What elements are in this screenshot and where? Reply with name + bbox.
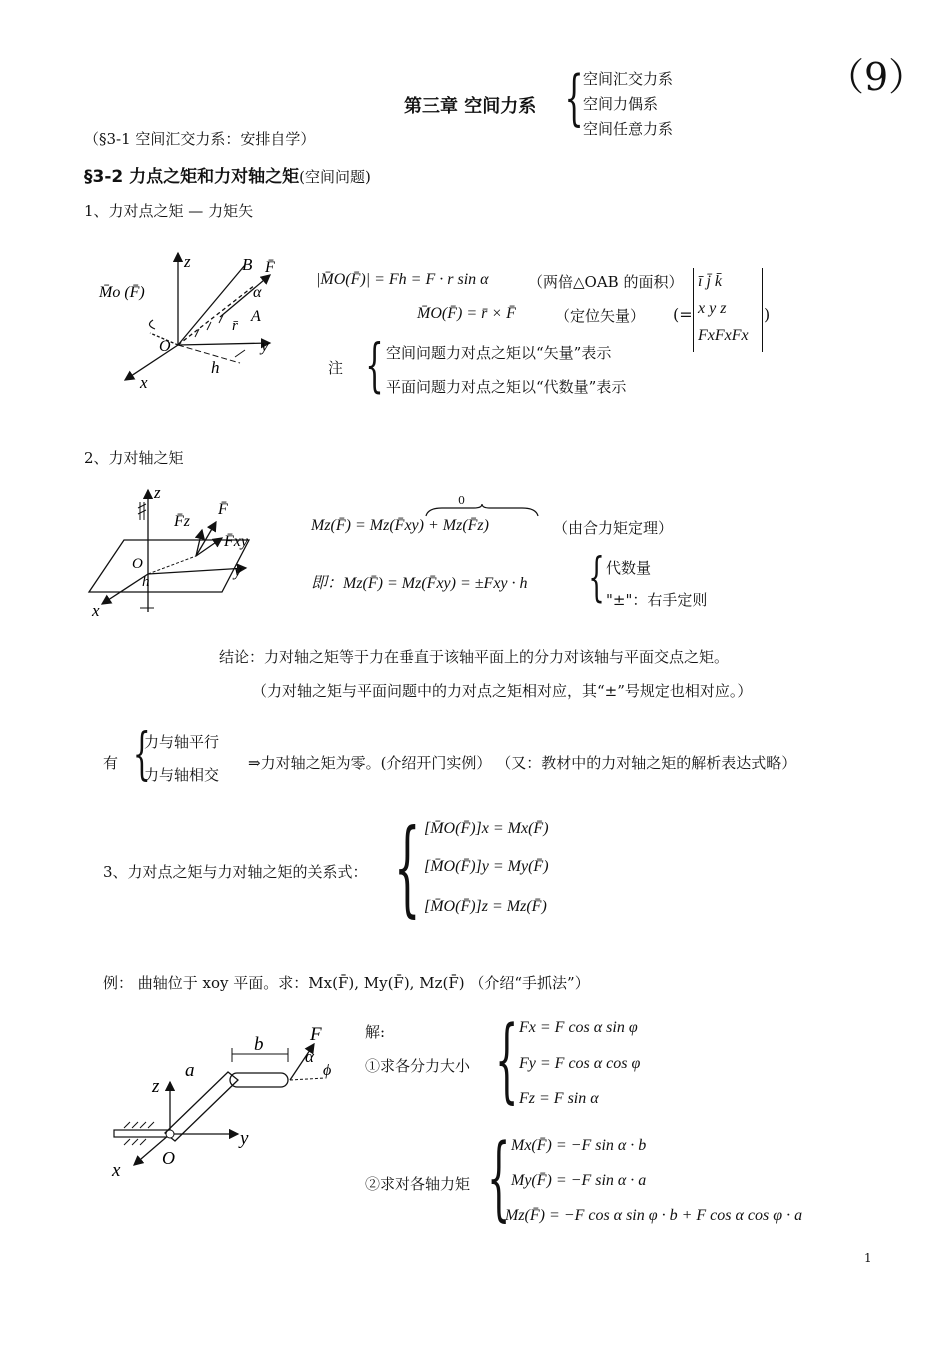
relation-row-x: [M̄O(F̄)]x = Mx(F̄) xyxy=(424,820,549,837)
part1-heading: 1、力对点之矩 — 力矩矢 xyxy=(84,202,254,220)
part2-heading: 2、力对轴之矩 xyxy=(84,449,184,467)
determinant-matrix xyxy=(693,268,763,352)
step2-row: Mz(F̄) = −F cos α sin φ · b + F cos α cos φ · a xyxy=(505,1207,803,1224)
axis-moment-note: （由合力矩定理） xyxy=(553,519,674,537)
relation-row-z: [M̄O(F̄)]z = Mz(F̄) xyxy=(424,898,547,915)
fig1-label-x: x xyxy=(140,373,148,392)
matrix-row: ī j̄ k̄ xyxy=(698,273,722,290)
fig3-label-a: a xyxy=(185,1060,195,1081)
chapter-title: 第三章 空间力系 xyxy=(404,96,537,117)
chapter-item: 空间力偶系 xyxy=(583,95,659,113)
fig1-label-a: A xyxy=(251,308,261,325)
chapter-item: 空间任意力系 xyxy=(583,120,674,138)
fig2-label-o: O xyxy=(132,556,143,572)
fig2-label-f: F̄ xyxy=(218,501,228,518)
fig1-label-o: O xyxy=(159,338,171,355)
moment-vector-figure xyxy=(95,245,295,395)
moment-vector-formula: M̄O(F̄) = r̄ × F̄ xyxy=(417,305,516,322)
fig1-label-mo: M̄o (F̄) xyxy=(99,284,145,301)
fig3-label-o: O xyxy=(162,1148,175,1168)
section-32-suffix: (空间问题) xyxy=(299,168,371,186)
page-badge: （9） xyxy=(826,55,927,99)
fig2-label-h: h xyxy=(142,574,150,590)
matrix-prefix: (= xyxy=(673,305,693,324)
result-item: "±"：右手定则 xyxy=(606,591,708,609)
matrix-row: x y z xyxy=(698,300,727,317)
fig3-label-x: x xyxy=(112,1160,121,1181)
has-label: 有 xyxy=(103,754,119,772)
fig3-label-alpha: α xyxy=(305,1047,314,1066)
has-item: 力与轴相交 xyxy=(144,766,220,784)
matrix-suffix: ) xyxy=(764,305,771,324)
chapter-item: 空间汇交力系 xyxy=(583,70,674,88)
section-32-title: §3-2 力点之矩和力对轴之矩 xyxy=(84,167,300,187)
step1-row: Fx = F cos α sin φ xyxy=(519,1019,638,1036)
fig1-label-h: h xyxy=(211,358,220,377)
example-text: 例： 曲轴位于 xoy 平面。求：Mx(F̄), My(F̄), Mz(F̄) （介绍“手抓法”） xyxy=(103,974,590,992)
fig2-label-fxy: F̄xy xyxy=(224,533,248,550)
crankshaft-figure xyxy=(110,1020,360,1190)
solution-label: 解: xyxy=(365,1023,386,1041)
note-brace: { xyxy=(365,331,384,399)
note-item: 空间问题力对点之矩以“矢量”表示 xyxy=(386,344,612,362)
note-label: 注 xyxy=(328,359,344,377)
fig2-label-x: x xyxy=(92,601,100,620)
has-item: 力与轴平行 xyxy=(144,733,220,751)
fig3-label-y: y xyxy=(240,1128,249,1149)
step1-brace: { xyxy=(495,1006,519,1113)
fig2-label-y: y xyxy=(234,561,242,580)
step1-row: Fy = F cos α cos φ xyxy=(519,1055,641,1072)
has-result: ⇒力对轴之矩为零。(介绍开门实例） （又：教材中的力对轴之矩的解析表达式略） xyxy=(248,754,797,772)
fig1-label-alpha: α xyxy=(253,284,262,301)
step1-row: Fz = F sin α xyxy=(519,1090,599,1107)
moment-vector-note: （定位矢量） xyxy=(555,307,646,325)
relation-row-y: [M̄O(F̄)]y = My(F̄) xyxy=(424,858,549,875)
part3-heading: 3、力对点之矩与力对轴之矩的关系式： xyxy=(103,863,368,881)
fig3-label-phi: ϕ xyxy=(323,1062,332,1079)
moment-magnitude-formula: |M̄O(F̄)| = Fh = F · r sin α xyxy=(316,271,489,288)
section-31-note: （§3-1 空间汇交力系：安排自学） xyxy=(84,130,316,148)
fig2-label-fz: F̄z xyxy=(174,513,190,530)
result-brace: { xyxy=(588,548,605,608)
fig1-label-y: y xyxy=(261,336,269,355)
axis-moment-figure xyxy=(84,482,284,622)
fig1-label-b: B xyxy=(242,255,253,274)
step2-row: My(F̄) = −F sin α · a xyxy=(511,1172,647,1189)
relation-brace: { xyxy=(394,806,421,928)
fig2-label-z: z xyxy=(154,483,161,502)
chapter-brace: { xyxy=(564,63,584,133)
note-item: 平面问题力对点之矩以“代数量”表示 xyxy=(386,378,627,396)
matrix-row: FxFxFx xyxy=(698,327,749,344)
moment-magnitude-note: （两倍△OAB 的面积） xyxy=(528,273,684,291)
conclusion-note: （力对轴之矩与平面问题中的力对点之矩相对应，其“±”号规定也相对应。） xyxy=(252,682,753,700)
section-32-heading xyxy=(84,162,371,187)
step2-label: ②求对各轴力矩 xyxy=(365,1175,471,1193)
overbrace-line xyxy=(424,504,540,518)
fig1-label-r: r̄ xyxy=(232,318,238,334)
fig3-label-z: z xyxy=(152,1076,160,1097)
fig1-label-f: F̄ xyxy=(265,259,275,276)
step2-brace: { xyxy=(487,1124,511,1231)
zero-mark: 0 xyxy=(458,494,465,507)
result-item: 代数量 xyxy=(606,559,652,577)
fig3-label-f: F xyxy=(310,1024,322,1045)
step1-label: ①求各分力大小 xyxy=(365,1057,471,1075)
step2-row: Mx(F̄) = −F sin α · b xyxy=(511,1137,647,1154)
fig3-label-b: b xyxy=(254,1034,264,1055)
axis-moment-formula: Mz(F̄) = Mz(F̄xy) + Mz(F̄z) xyxy=(311,517,489,534)
axis-moment-result: 即：Mz(F̄) = Mz(F̄xy) = ±Fxy · h xyxy=(311,575,528,592)
footer-page-number: 1 xyxy=(864,1251,872,1265)
fig1-label-z: z xyxy=(184,252,191,271)
conclusion: 结论：力对轴之矩等于力在垂直于该轴平面上的分力对该轴与平面交点之矩。 xyxy=(219,648,730,666)
has-brace: { xyxy=(132,722,151,787)
